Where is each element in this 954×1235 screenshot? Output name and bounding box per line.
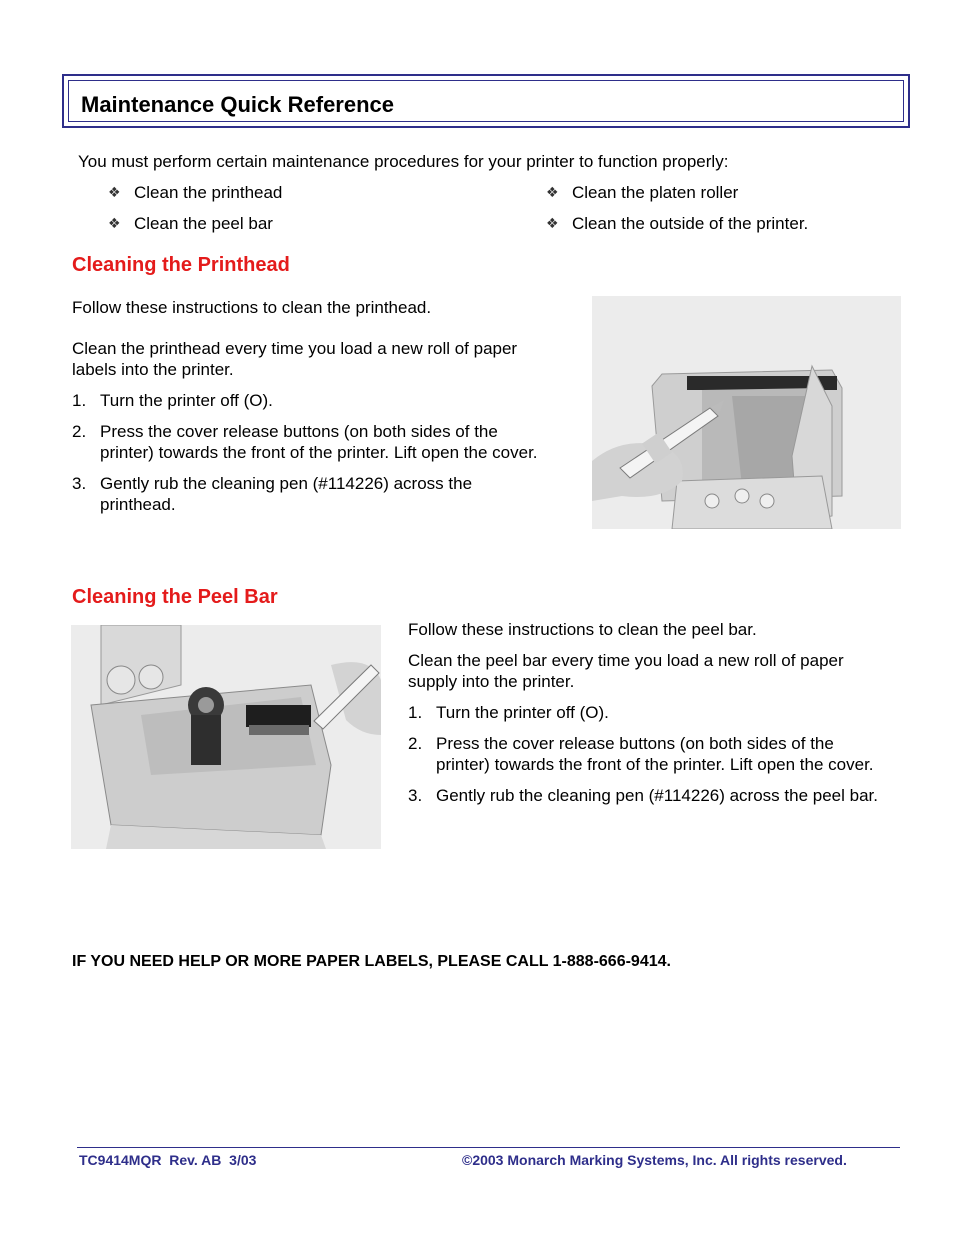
printhead-para2: Clean the printhead every time you load a new roll of paper labels into the printer. [72,339,518,379]
page-title: Maintenance Quick Reference [81,92,395,117]
footer-divider [77,1147,900,1148]
peelbar-cleaning-photo [71,625,381,849]
step-item: 3. Gently rub the cleaning pen (#114226) across the peel bar. [408,785,878,805]
title-box-inner [68,80,904,122]
peelbar-steps [408,702,888,815]
bullet-text: Clean the outside of the printer. [572,214,809,233]
title-box [62,74,910,128]
footer-doc-id: TC9414MQR Rev. AB 3/03 [79,1152,257,1168]
intro-text: You must perform certain maintenance procedures for your printer to function properly: [78,152,729,171]
step-item: 2. Press the cover release buttons (on both sides of the printer) towards the front of the printer. Lift open the cover. [408,733,874,774]
bullet-item [108,213,273,234]
diamond-bullet-icon: ❖ [108,215,121,231]
step-item: 1. Turn the printer off (O). [72,391,273,410]
bullet-text: Clean the platen roller [572,183,739,202]
step-item: 1. Turn the printer off (O). [408,703,609,722]
step-item: 2. Press the cover release buttons (on both sides of the printer) towards the front of the printer. Lift open the cover. [72,421,538,462]
bullet-item [108,182,282,203]
diamond-bullet-icon: ❖ [546,184,559,200]
bullet-item [546,182,738,203]
bullet-item [546,213,808,234]
printhead-steps [72,390,552,525]
section-heading-peelbar: Cleaning the Peel Bar [72,586,278,608]
section-heading-printhead: Cleaning the Printhead [72,254,290,276]
diamond-bullet-icon: ❖ [108,184,121,200]
bullet-text: Clean the peel bar [134,214,273,233]
help-contact-line: IF YOU NEED HELP OR MORE PAPER LABELS, PLEASE CALL 1-888-666-9414. [72,953,671,970]
footer-copyright: ©2003 Monarch Marking Systems, Inc. All rights reserved. [462,1152,847,1168]
printhead-para1: Follow these instructions to clean the printhead. [72,298,432,317]
step-item: 3. Gently rub the cleaning pen (#114226) across the printhead. [72,473,473,514]
bullet-text: Clean the printhead [134,183,283,202]
peelbar-para1: Follow these instructions to clean the peel bar. [408,620,757,639]
peelbar-para2: Clean the peel bar every time you load a new roll of paper supply into the printer. [408,651,844,691]
printhead-cleaning-photo [592,296,901,529]
diamond-bullet-icon: ❖ [546,215,559,231]
